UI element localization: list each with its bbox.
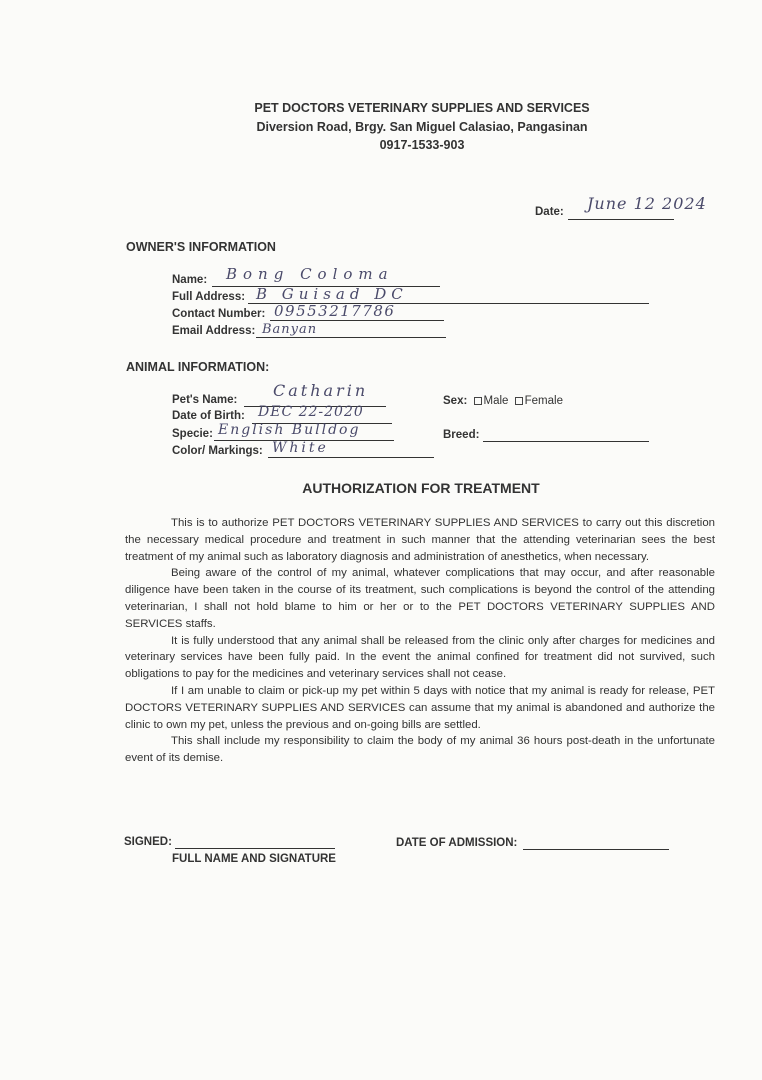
owner-name-label: Name: [172,274,208,286]
sex-male-label: Male [483,395,509,407]
pet-name-label: Pet's Name: [172,394,238,406]
color-line [268,457,434,458]
company-name: PET DOCTORS VETERINARY SUPPLIES AND SERVICES [254,101,590,115]
owner-section-heading: OWNER'S INFORMATION [126,240,276,254]
owner-email-line [256,337,446,338]
company-phone: 0917-1533-903 [379,138,465,152]
signed-label: SIGNED: [124,836,172,848]
sex-female-label: Female [524,395,563,407]
owner-address-value[interactable]: B Guisad DC [256,285,408,303]
authorization-title: AUTHORIZATION FOR TREATMENT [302,480,540,496]
color-value[interactable]: White [272,440,329,456]
signed-caption: FULL NAME AND SIGNATURE [172,853,336,865]
pet-name-value[interactable]: Catharin [273,381,369,400]
dob-value[interactable]: DEC 22-2020 [258,404,364,420]
authorization-paragraph: Being aware of the control of my animal, whatever complications that may occur, and after reasonable diligence have been taken in the course of its treatment, such complications is beyond the control of the attending veterinarian, I shall not hold blame to him or her or to the PET DOCTORS VETERINARY SUPPLIES AND SERVICES staffs. [125,567,715,630]
sex-label: Sex: [443,395,468,407]
owner-contact-line [270,320,444,321]
authorization-paragraph: If I am unable to claim or pick-up my pet within 5 days with notice that my animal is ready for release, PET DOCTORS VETERINARY SUPPLIES AND SERVICES can assume that my animal is abandoned and authorize the clinic to own my pet, unless the previous and on-going bills are settled. [125,684,715,731]
specie-value[interactable]: English Bulldog [218,422,361,438]
date-line [568,219,674,220]
owner-contact-label: Contact Number: [172,308,266,320]
owner-email-label: Email Address: [172,325,256,337]
sex-female-checkbox[interactable] [515,397,523,405]
authorization-paragraph: It is fully understood that any animal shall be released from the clinic only after charges for medicines and veterinary services have been fully paid. In the event the animal confined for treatment did not survived, such obligations to pay for the medicines and veterinary services shall not cease. [125,634,715,681]
owner-email-value[interactable]: Banyan [262,322,318,337]
breed-label: Breed: [443,429,480,441]
animal-section-heading: ANIMAL INFORMATION: [126,360,270,374]
authorization-paragraph: This is to authorize PET DOCTORS VETERINARY SUPPLIES AND SERVICES to carry out this discretion the necessary medical procedure and treatment in such manner that the attending veterinarian sees the best treatment of my animal such as laboratory diagnosis and administration of anesthetics, when necessary. [125,517,715,563]
dob-label: Date of Birth: [172,410,245,422]
owner-address-label: Full Address: [172,291,246,303]
company-address: Diversion Road, Brgy. San Miguel Calasiao, Pangasinan [256,120,588,134]
breed-line[interactable] [483,441,649,442]
admission-date-label: DATE OF ADMISSION: [396,837,518,849]
sex-field [443,395,563,407]
owner-name-value[interactable]: Bong Coloma [226,265,394,283]
specie-label: Specie: [172,428,213,440]
color-label: Color/ Markings: [172,445,263,457]
signature-line[interactable] [175,848,335,849]
admission-date-line[interactable] [523,849,669,850]
owner-contact-value[interactable]: 09553217786 [274,302,396,320]
date-value[interactable]: June 12 2024 [587,194,707,213]
date-label: Date: [535,206,564,218]
authorization-paragraph: This shall include my responsibility to claim the body of my animal 36 hours post-death in the unfortunate event of its demise. [125,735,715,765]
sex-male-checkbox[interactable] [474,397,482,405]
authorization-body [125,515,715,767]
